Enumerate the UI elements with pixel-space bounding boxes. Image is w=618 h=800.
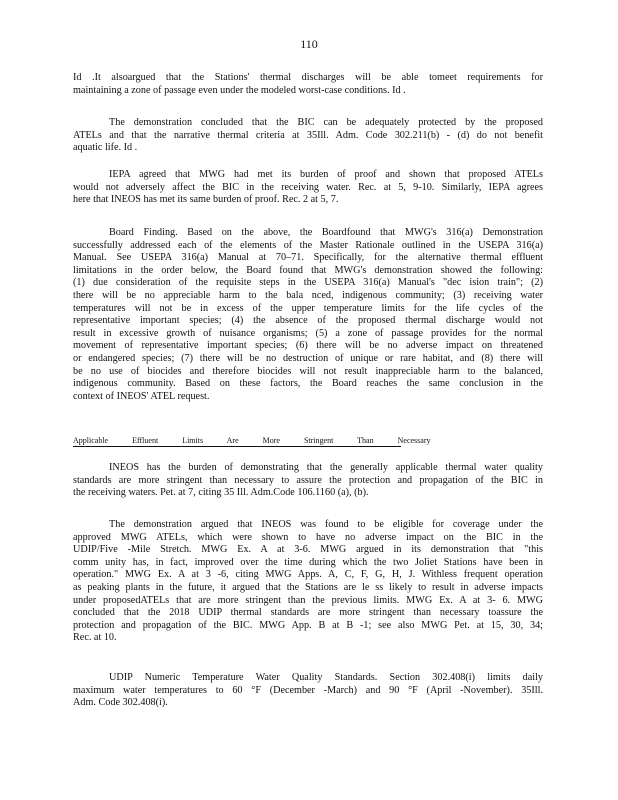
text-line: Adm. Code 302.408(i). [73, 697, 168, 709]
text-line: protection and propagation of the BIC. MWG App. B at B -1; see also MWG Pet. at 15, 30, 34; [73, 619, 543, 631]
heading-word: Applicable [73, 436, 109, 445]
paragraph-ineos-burden [73, 462, 543, 500]
text-line: be no use of biocides and therefore biocides will not result inappreciable harm to the balanced, [73, 365, 543, 377]
text-line: concluded that the 2018 UDIP thermal standards are more stringent than necessary toassure the [73, 607, 543, 619]
text-line: The demonstration argued that INEOS was found to be eligible for coverage under the [109, 519, 543, 530]
text-line: comm unity has, in fact, improved over the time during which the two Joliet Stations have been in [73, 556, 543, 568]
text-line: as peaking plants in the future, it argued that the Stations are le ss likely to result in adverse impacts [73, 581, 543, 593]
text-line: The demonstration concluded that the BIC can be adequately protected by the proposed [109, 117, 543, 128]
text-line: UDIP Numeric Temperature Water Quality Standards. Section 302.408(i) limits daily [109, 672, 543, 683]
text-line: temperatures will not be in excess of the upper temperature limits for the life cycles of the [73, 302, 543, 314]
text-line: representative important species; (4) the absence of the proposed thermal discharge would not [73, 315, 543, 327]
text-line: under proposedATELs that are more stringent than the previous limits. MWG Ex. A at 3- 6. MWG [73, 594, 543, 606]
text-line: maximum water temperatures to 60 °F (December -March) and 90 °F (April -November). 35Ill. [73, 684, 543, 696]
text-line: limitations in the order below, the Board found that MWG's demonstration showed the following: [73, 264, 543, 276]
text-line: INEOS has the burden of demonstrating that the generally applicable thermal water quality [109, 462, 543, 473]
text-line: successfully addressed each of the elements of the Master Rationale outlined in the USEPA 316(a) [73, 239, 543, 251]
section-heading [73, 436, 431, 447]
heading-word: Than [357, 436, 374, 445]
heading-word: Limits [182, 436, 204, 445]
text-line: Board Finding. Based on the above, the Boardfound that MWG's 316(a) Demonstration [109, 227, 543, 238]
text-line: movement of representative important species; (6) there will be no adverse impact on threatened [73, 340, 543, 352]
heading-word: Are [226, 436, 239, 445]
text-line: Manual. See USEPA 316(a) Manual at 70–71. Specifically, for the alternative thermal effluent [73, 252, 543, 264]
heading-word: Effluent [132, 436, 159, 445]
text-line: (1) due consideration of the requisite steps in the USEPA 316(a) Manual's "dec ision train"; (2) [73, 277, 543, 289]
paragraph-demonstration-conclusion [73, 117, 543, 155]
text-line: IEPA agreed that MWG had met its burden of proof and shown that proposed ATELs [109, 169, 543, 180]
text-line: result in excessive growth of nuisance organisms; (5) a zone of passage provides for the normal [73, 327, 543, 339]
text-line: would not adversely affect the BIC in the receiving water. Rec. at 5, 9-10. Similarly, IEPA agrees [73, 181, 543, 193]
text-line: aquatic life. Id . [73, 142, 138, 154]
text-line: ATELs and that the narrative thermal criteria at 35Ill. Adm. Code 302.211(b) - (d) do not benefit [73, 129, 543, 141]
text-line: or endangered species; (7) there will be no destruction of unique or rare habitat, and (8) there will [73, 352, 543, 364]
text-line: there will be no appreciable harm to the bala nced, indigenous community; (3) receiving water [73, 289, 543, 301]
heading-word: Necessary [397, 436, 431, 445]
text-line: Id .It alsoargued that the Stations' thermal discharges will be able tomeet requirements for [73, 72, 543, 83]
heading-word: Stringent [303, 436, 334, 445]
paragraph-udip-standards [73, 672, 543, 710]
text-line: UDIP/Five -Mile Stretch. MWG Ex. A at 3-6. MWG argued in its demonstration that "this [73, 544, 543, 556]
text-line: context of INEOS' ATEL request. [73, 390, 210, 402]
text-line: Rec. at 10. [73, 632, 117, 644]
text-line: here that INEOS has met its same burden of proof. Rec. 2 at 5, 7. [73, 194, 339, 206]
paragraph-board-finding [73, 227, 543, 403]
text-line: the receiving waters. Pet. at 7, citing 35 Ill. Adm.Code 106.1160 (a), (b). [73, 487, 369, 499]
paragraph-demonstration-argument [73, 519, 543, 645]
text-line: operation." MWG Ex. A at 3 -6, citing MWG Apps. A, C, F, G, H, J. Withless frequent operation [73, 569, 543, 581]
page-number: 110 [300, 37, 318, 51]
heading-word: More [262, 436, 280, 445]
text-line: indigenous community. Based on these factors, the Board reaches the same conclusion in the [73, 378, 543, 390]
text-line: maintaining a zone of passage even under the modeled worst-case conditions. Id . [73, 84, 406, 96]
paragraph-zone-of-passage [73, 72, 543, 97]
paragraph-iepa-agreement [73, 169, 543, 207]
text-line: approved MWG ATELs, which were shown to have no adverse impact on the BIC in the [73, 531, 543, 543]
text-line: standards are more stringent than necessary to assure the protection and propagation of the BIC in [73, 474, 543, 486]
